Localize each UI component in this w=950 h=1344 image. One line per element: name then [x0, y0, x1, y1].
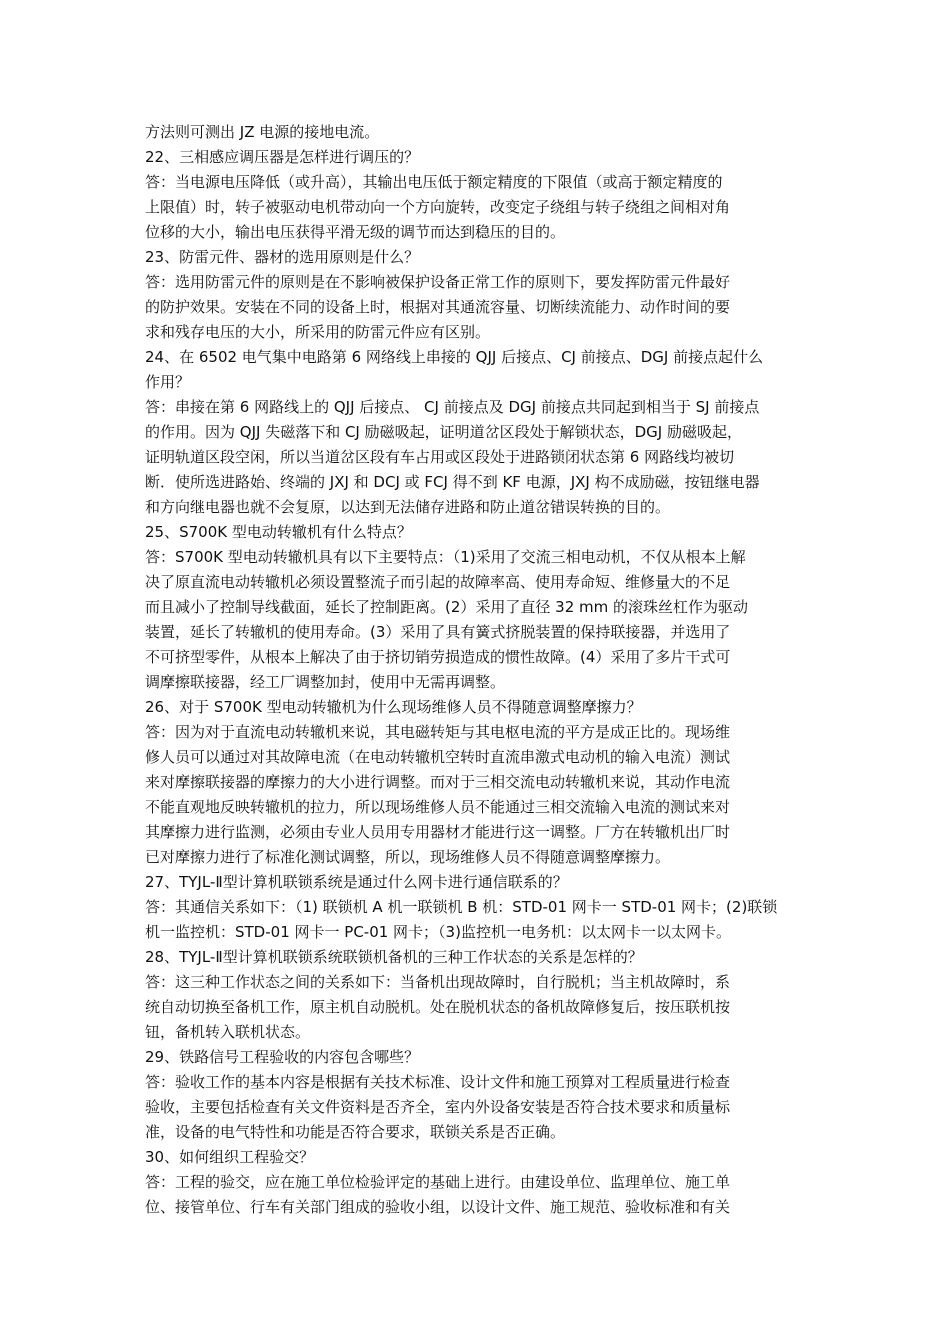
text-line: 答：S700K 型电动转辙机具有以下主要特点：（1)采用了交流三相电动机，不仅从根本上解: [145, 548, 746, 566]
text-line: 答：工程的验交，应在施工单位检验评定的基础上进行。由建设单位、监理单位、施工单: [145, 1173, 731, 1191]
text-line: 22、三相感应调压器是怎样进行调压的？: [145, 148, 420, 166]
document-body: [145, 120, 809, 1220]
text-line: 的防护效果。安装在不同的设备上时，根据对其通流容量、切断续流能力、动作时间的要: [145, 298, 731, 316]
text-line: 装置，延长了转辙机的使用寿命。(3）采用了具有簧式挤脱装置的保持联接器，并选用了: [145, 623, 731, 641]
text-line: 来对摩擦联接器的摩擦力的大小进行调整。而对于三相交流电动转辙机来说，其动作电流: [145, 773, 731, 791]
text-line: 答：因为对于直流电动转辙机来说，其电磁转矩与其电枢电流的平方是成正比的。现场维: [145, 723, 731, 741]
text-line: 断．使所选进路始、终端的 JXJ 和 DCJ 或 FCJ 得不到 KF 电源，JXJ 构不成励磁，按钮继电器: [145, 473, 760, 491]
text-line: 验收，主要包括检查有关文件资料是否齐全，室内外设备安装是否符合技术要求和质量标: [145, 1098, 731, 1116]
text-line: 证明轨道区段空闲，所以当道岔区段有车占用或区段处于进路锁闭状态第 6 网路线均被切: [145, 448, 735, 466]
text-line: 24、在 6502 电气集中电路第 6 网络线上串接的 QJJ 后接点、CJ 前接点、DGJ 前接点起什么: [145, 348, 764, 366]
text-line: 答：这三种工作状态之间的关系如下：当备机出现故障时，自行脱机；当主机故障时，系: [145, 973, 731, 991]
text-line: 方法则可测出 JZ 电源的接地电流。: [145, 123, 380, 141]
text-line: 求和残存电压的大小，所采用的防雷元件应有区别。: [145, 323, 491, 341]
text-line: 位移的大小，输出电压获得平滑无级的调节而达到稳压的目的。: [145, 223, 566, 241]
text-line: 作用？: [145, 373, 191, 391]
text-line: 钮，备机转入联机状态。: [145, 1023, 311, 1041]
text-line: 准，设备的电气特性和功能是否符合要求，联锁关系是否正确。: [145, 1123, 566, 1141]
text-line: 调摩擦联接器，经工厂调整加封，使用中无需再调整。: [145, 673, 506, 691]
text-line: 统自动切换至备机工作，原主机自动脱机。处在脱机状态的备机故障修复后，按压联机按: [145, 998, 731, 1016]
text-line: 27、TYJL-Ⅱ型计算机联锁系统是通过什么网卡进行通信联系的？: [145, 873, 568, 891]
text-line: 修人员可以通过对其故障电流（在电动转辙机空转时直流串激式电动机的输入电流）测试: [145, 748, 731, 766]
text-line: 位、接管单位、行车有关部门组成的验收小组，以设计文件、施工规范、验收标准和有关: [145, 1198, 731, 1216]
text-line: 25、S700K 型电动转辙机有什么特点？: [145, 523, 412, 541]
text-line: 答：验收工作的基本内容是根据有关技术标准、设计文件和施工预算对工程质量进行检查: [145, 1073, 731, 1091]
text-line: 其摩擦力进行监测，必须由专业人员用专用器材才能进行这一调整。厂方在转辙机出厂时: [145, 823, 731, 841]
text-line: 而且减小了控制导线截面，延长了控制距离。(2）采用了直径 32 mm 的滚珠丝杠作为驱动: [145, 598, 749, 616]
text-line: 答：当电源电压降低（或升高），其输出电压低于额定精度的下限值（或高于额定精度的: [145, 173, 723, 191]
text-line: 机一监控机：STD-01 网卡一 PC-01 网卡；（3)监控机一电务机：以太网卡一以太网卡。: [145, 923, 731, 941]
text-line: 和方向继电器也就不会复原，以达到无法储存进路和防止道岔错误转换的目的。: [145, 498, 671, 516]
text-line: 决了原直流电动转辙机必须设置整流子而引起的故障率高、使用寿命短、维修量大的不足: [145, 573, 731, 591]
text-line: 26、对于 S700K 型电动转辙机为什么现场维修人员不得随意调整摩擦力？: [145, 698, 642, 716]
text-line: 已对摩擦力进行了标准化测试调整，所以，现场维修人员不得随意调整摩擦力。: [145, 848, 671, 866]
text-line: 30、如何组织工程验交？: [145, 1148, 315, 1166]
text-line: 答：选用防雷元件的原则是在不影响被保护设备正常工作的原则下，要发挥防雷元件最好: [145, 273, 731, 291]
text-line: 的作用。因为 QJJ 失磁落下和 CJ 励磁吸起，证明道岔区段处于解锁状态，DGJ 励磁吸起，: [145, 423, 742, 441]
text-line: 上限值）时，转子被驱动电机带动向一个方向旋转，改变定子绕组与转子绕组之间相对角: [145, 198, 731, 216]
text-line: 不能直观地反映转辙机的拉力，所以现场维修人员不能通过三相交流输入电流的测试来对: [145, 798, 731, 816]
text-line: 不可挤型零件，从根本上解决了由于挤切销劳损造成的惯性故障。(4）采用了多片干式可: [145, 648, 731, 666]
text-line: 29、铁路信号工程验收的内容包含哪些？: [145, 1048, 420, 1066]
text-line: 答：串接在第 6 网路线上的 QJJ 后接点、 CJ 前接点及 DGJ 前接点共同起到相当于 SJ 前接点: [145, 398, 760, 416]
text-line: 23、防雷元件、器材的选用原则是什么？: [145, 248, 420, 266]
text-line: 答：其通信关系如下：（1) 联锁机 A 机一联锁机 B 机：STD-01 网卡一 STD-01 网卡；(2)联锁: [145, 898, 778, 916]
text-line: 28、TYJL-Ⅱ型计算机联锁系统联锁机备机的三种工作状态的关系是怎样的？: [145, 948, 643, 966]
